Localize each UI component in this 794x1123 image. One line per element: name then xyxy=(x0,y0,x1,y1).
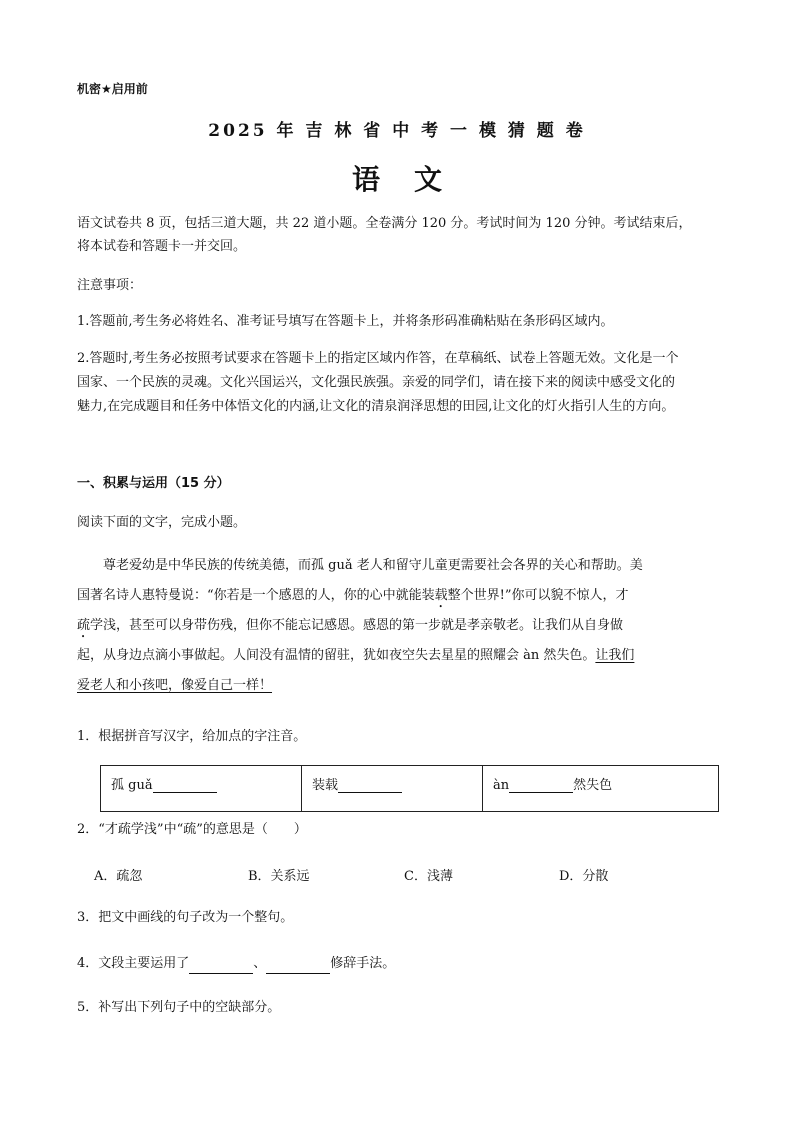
option-d[interactable]: D．分散 xyxy=(559,869,609,884)
exam-title: 2025 年 吉 林 省 中 考 一 模 猜 题 卷 xyxy=(208,121,586,141)
underlined-sentence: 爱老人和小孩吧，像爱自己一样！ xyxy=(77,678,273,693)
notice-line: 国家、一个民族的灵魂。文化兴国运兴，文化强民族强。亲爱的同学们，请在接下来的阅读中感受文化的 xyxy=(77,375,676,390)
option-b[interactable]: B．关系远 xyxy=(248,869,310,884)
question-text: 4．文段主要运用了 xyxy=(77,956,190,971)
passage-line xyxy=(77,641,717,671)
notice-item-2 xyxy=(77,347,727,419)
pinyin-cell xyxy=(302,766,483,812)
notice-title: 注意事项： xyxy=(77,278,143,293)
cell-prompt: àn xyxy=(493,778,510,793)
answer-blank[interactable] xyxy=(189,959,253,974)
passage-line xyxy=(77,611,717,641)
underlined-sentence: 让我们 xyxy=(595,648,635,663)
cell-prompt: 孤 guǎ xyxy=(111,778,153,793)
pinyin-cell xyxy=(483,766,719,812)
dotted-char: 疏 xyxy=(77,618,91,633)
notice-line: 2.答题时,考生务必按照考试要求在答题卡上的指定区域内作答，在草稿纸、试卷上答题无效。文化是一个 xyxy=(77,351,679,366)
intro-line: 将本试卷和答题卡一并交回。 xyxy=(77,239,247,254)
passage-text: 整个世界!”你可以貌不惊人，才 xyxy=(447,588,629,603)
option-c[interactable]: C．浅薄 xyxy=(404,869,453,884)
option-a[interactable]: A．疏忽 xyxy=(94,869,143,884)
subject-title: 语文 xyxy=(351,163,476,196)
question-text: 修辞手法。 xyxy=(330,956,396,971)
intro-line: 语文试卷共 8 页，包括三道大题，共 22 道小题。全卷满分 120 分。考试时间为 120 分钟。考试结束后， xyxy=(77,216,692,231)
pinyin-table xyxy=(100,765,719,812)
question-5: 5．补写出下列句子中的空缺部分。 xyxy=(77,1000,281,1015)
intro-paragraph xyxy=(77,212,727,258)
cell-prompt: 然失色 xyxy=(573,778,613,793)
question-3: 3．把文中画线的句子改为一个整句。 xyxy=(77,910,294,925)
pinyin-cell xyxy=(101,766,302,812)
passage-text: 国著名诗人惠特曼说：“你若是一个感恩的人，你的心中就能装 xyxy=(77,588,435,603)
passage-line xyxy=(77,671,717,701)
section-title: 一、积累与运用（15 分） xyxy=(77,476,230,491)
confidential-mark: 机密★启用前 xyxy=(77,82,148,96)
answer-blank[interactable] xyxy=(153,778,217,793)
passage-text: 起，从身边点滴小事做起。人间没有温情的留驻，犹如夜空失去星星的照耀会 àn 然失色。 xyxy=(77,648,596,663)
question-4 xyxy=(77,954,395,974)
passage-line: 尊老爱幼是中华民族的传统美德，而孤 guǎ 老人和留守儿童更需要社会各界的关心和帮助。美 xyxy=(103,558,643,573)
dotted-char: 载 xyxy=(434,588,448,603)
passage-line xyxy=(77,581,717,611)
answer-blank[interactable] xyxy=(266,959,330,974)
question-1: 1．根据拼音写汉字，给加点的字注音。 xyxy=(77,729,307,744)
answer-blank[interactable] xyxy=(509,778,573,793)
cell-prompt: 装载 xyxy=(312,778,339,793)
answer-blank[interactable] xyxy=(338,778,402,793)
question-2: 2．“才疏学浅”中“疏”的意思是（ ） xyxy=(77,822,307,837)
notice-line: 魅力,在完成题目和任务中体悟文化的内涵,让文化的清泉润泽思想的田园,让文化的灯火指引人生的方向。 xyxy=(77,399,675,414)
notice-item-1: 1.答题前,考生务必将姓名、准考证号填写在答题卡上，并将条形码准确粘贴在条形码区域内。 xyxy=(77,314,614,329)
reading-passage xyxy=(77,551,717,701)
passage-text: 学浅，甚至可以身带伤残，但你不能忘记感恩。感恩的第一步就是孝亲敬老。让我们从自身做 xyxy=(90,618,624,633)
section-instruction: 阅读下面的文字，完成小题。 xyxy=(77,515,247,530)
question-text: 、 xyxy=(253,956,267,971)
